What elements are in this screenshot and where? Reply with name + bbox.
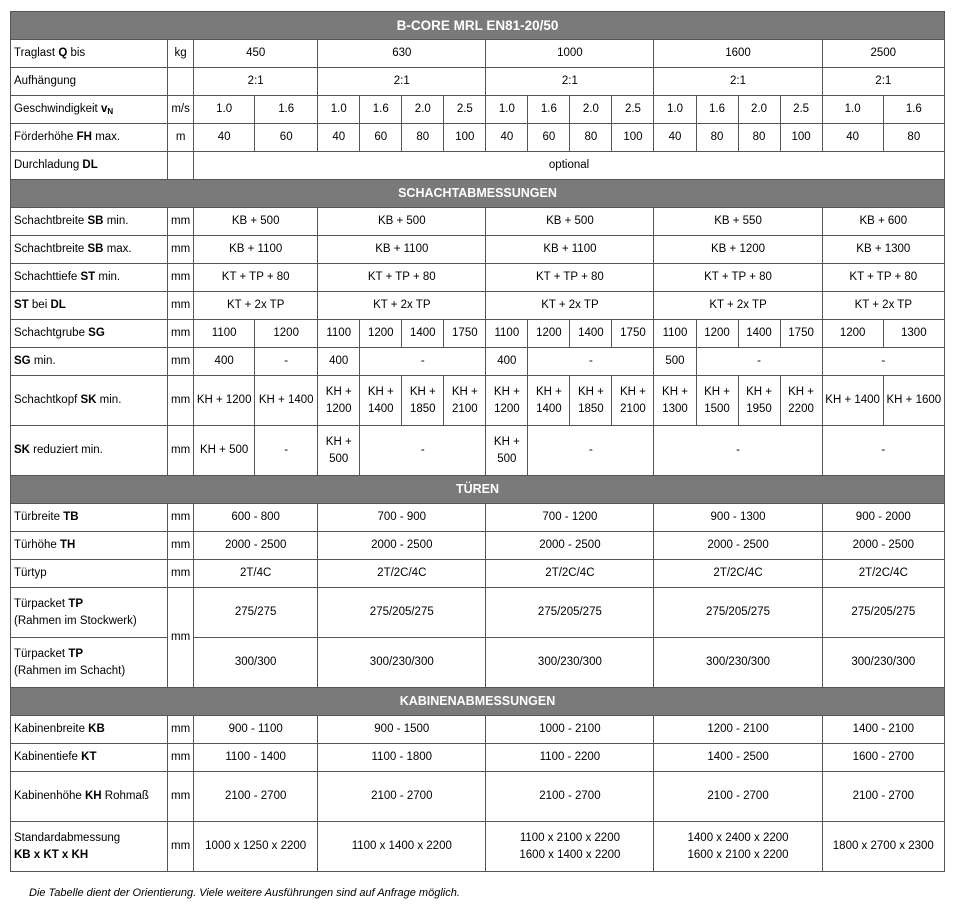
table-cell: KH + 1400 <box>255 376 318 426</box>
table-cell: 1100 - 2200 <box>486 744 654 772</box>
row-label: Kabinenbreite KB <box>11 716 168 744</box>
table-cell: - <box>360 348 486 376</box>
table-cell: 1200 <box>360 320 402 348</box>
table-cell: 275/205/275 <box>654 588 822 638</box>
table-cell: KH + 500 <box>486 426 528 476</box>
table-cell: 450 <box>194 40 318 68</box>
table-cell: KH + 2200 <box>780 376 822 426</box>
row-unit: mm <box>168 588 194 688</box>
table-cell: - <box>528 348 654 376</box>
table-cell: KT + 2x TP <box>822 292 944 320</box>
row-unit: m/s <box>168 96 194 124</box>
table-cell: 40 <box>486 124 528 152</box>
row-label: ST bei DL <box>11 292 168 320</box>
row-label: Kabinentiefe KT <box>11 744 168 772</box>
table-cell: KB + 1300 <box>822 236 944 264</box>
row-label: Schachttiefe ST min. <box>11 264 168 292</box>
table-cell: KT + 2x TP <box>194 292 318 320</box>
row-unit: mm <box>168 264 194 292</box>
table-row <box>11 96 945 124</box>
table-cell: KH + 1300 <box>654 376 696 426</box>
table-cell: 2000 - 2500 <box>654 532 822 560</box>
table-cell: 1.6 <box>696 96 738 124</box>
table-cell: 2100 - 2700 <box>822 772 944 822</box>
table-row <box>11 208 945 236</box>
table-row <box>11 744 945 772</box>
row-unit: mm <box>168 292 194 320</box>
row-label: Kabinenhöhe KH Rohmaß <box>11 772 168 822</box>
table-row <box>11 716 945 744</box>
section-header: KABINENABMESSUNGEN <box>11 688 945 716</box>
table-cell: KB + 1100 <box>318 236 486 264</box>
table-cell: KB + 1100 <box>486 236 654 264</box>
table-cell: 2000 - 2500 <box>486 532 654 560</box>
table-cell: 1400 <box>570 320 612 348</box>
table-cell: KH + 500 <box>318 426 360 476</box>
table-cell: KH + 1400 <box>528 376 570 426</box>
table-cell: KH + 1500 <box>696 376 738 426</box>
table-cell: KT + TP + 80 <box>194 264 318 292</box>
table-cell: 1400 - 2100 <box>822 716 944 744</box>
table-cell: 40 <box>194 124 255 152</box>
row-label: Standardabmessung KB x KT x KH <box>11 822 168 872</box>
table-row <box>11 504 945 532</box>
table-cell: 2000 - 2500 <box>318 532 486 560</box>
table-cell: 300/230/300 <box>822 638 944 688</box>
table-cell: 400 <box>194 348 255 376</box>
table-cell: KT + TP + 80 <box>822 264 944 292</box>
table-cell: 1200 <box>822 320 883 348</box>
table-cell: KT + TP + 80 <box>654 264 822 292</box>
table-cell: 275/205/275 <box>822 588 944 638</box>
table-row <box>11 376 945 426</box>
table-cell: 1.0 <box>318 96 360 124</box>
row-label: Geschwindigkeit $v_N$ <box>11 96 168 124</box>
row-unit: mm <box>168 208 194 236</box>
table-row <box>11 152 945 180</box>
row-unit: mm <box>168 532 194 560</box>
table-cell: KB + 550 <box>654 208 822 236</box>
table-cell: 40 <box>654 124 696 152</box>
table-cell: 2T/2C/4C <box>654 560 822 588</box>
table-cell: 1000 - 2100 <box>486 716 654 744</box>
table-cell: 60 <box>360 124 402 152</box>
table-cell: 80 <box>402 124 444 152</box>
table-cell: - <box>255 348 318 376</box>
table-row <box>11 320 945 348</box>
table-cell: 1600 <box>654 40 822 68</box>
row-unit: mm <box>168 348 194 376</box>
table-cell: 900 - 1100 <box>194 716 318 744</box>
table-cell: 600 - 800 <box>194 504 318 532</box>
table-cell: 1750 <box>780 320 822 348</box>
table-cell: KB + 500 <box>486 208 654 236</box>
table-cell: KH + 1200 <box>318 376 360 426</box>
row-unit: mm <box>168 772 194 822</box>
table-cell: 1400 - 2500 <box>654 744 822 772</box>
table-row <box>11 68 945 96</box>
table-cell: 80 <box>696 124 738 152</box>
table-cell: 40 <box>318 124 360 152</box>
table-cell: 1300 <box>883 320 944 348</box>
table-title: B-CORE MRL EN81-20/50 <box>11 12 945 40</box>
table-cell: 100 <box>612 124 654 152</box>
spec-table <box>10 11 945 872</box>
table-cell: 60 <box>528 124 570 152</box>
table-cell: KH + 2100 <box>444 376 486 426</box>
row-label: Schachtbreite SB max. <box>11 236 168 264</box>
table-cell: 1100 <box>654 320 696 348</box>
row-unit: mm <box>168 744 194 772</box>
row-label: Schachtgrube SG <box>11 320 168 348</box>
table-cell: 1200 <box>528 320 570 348</box>
table-cell: 900 - 1300 <box>654 504 822 532</box>
table-cell: 2500 <box>822 40 944 68</box>
table-cell: 900 - 2000 <box>822 504 944 532</box>
table-cell: 400 <box>318 348 360 376</box>
table-cell: 1.0 <box>194 96 255 124</box>
table-cell: 1.0 <box>486 96 528 124</box>
table-cell: 2:1 <box>486 68 654 96</box>
table-cell: 1.6 <box>528 96 570 124</box>
table-cell: 80 <box>883 124 944 152</box>
table-cell: KT + TP + 80 <box>318 264 486 292</box>
row-unit <box>168 68 194 96</box>
table-cell: 1100 - 1800 <box>318 744 486 772</box>
table-cell: - <box>255 426 318 476</box>
table-cell: 1100 - 1400 <box>194 744 318 772</box>
table-cell: - <box>696 348 822 376</box>
table-cell: KH + 1950 <box>738 376 780 426</box>
table-cell: 60 <box>255 124 318 152</box>
section-header: TÜREN <box>11 476 945 504</box>
table-cell: 300/230/300 <box>654 638 822 688</box>
table-row <box>11 264 945 292</box>
table-cell: 1200 <box>696 320 738 348</box>
table-cell: - <box>822 348 944 376</box>
table-cell: - <box>822 426 944 476</box>
table-cell: 2000 - 2500 <box>822 532 944 560</box>
table-cell: KT + 2x TP <box>486 292 654 320</box>
table-cell: optional <box>194 152 945 180</box>
table-cell: 1750 <box>612 320 654 348</box>
table-row <box>11 292 945 320</box>
table-cell: 1100 <box>194 320 255 348</box>
table-row <box>11 236 945 264</box>
table-cell: KH + 1400 <box>360 376 402 426</box>
table-cell: 300/230/300 <box>486 638 654 688</box>
table-cell: 2:1 <box>654 68 822 96</box>
row-unit: mm <box>168 320 194 348</box>
row-label: Türbreite TB <box>11 504 168 532</box>
row-unit: m <box>168 124 194 152</box>
table-title-row <box>11 12 945 40</box>
section-header-row <box>11 180 945 208</box>
table-cell: KH + 500 <box>194 426 255 476</box>
table-cell: KB + 500 <box>318 208 486 236</box>
table-cell: 80 <box>738 124 780 152</box>
table-cell: 2T/4C <box>194 560 318 588</box>
table-cell: 1.6 <box>255 96 318 124</box>
table-cell: 1400 <box>738 320 780 348</box>
table-cell: 2100 - 2700 <box>194 772 318 822</box>
table-cell: KT + 2x TP <box>318 292 486 320</box>
table-cell: KH + 1200 <box>194 376 255 426</box>
table-cell: KH + 2100 <box>612 376 654 426</box>
table-cell: 300/230/300 <box>318 638 486 688</box>
row-unit: mm <box>168 236 194 264</box>
table-cell: - <box>360 426 486 476</box>
table-cell: 2:1 <box>822 68 944 96</box>
row-unit <box>168 152 194 180</box>
table-cell: KB + 1200 <box>654 236 822 264</box>
table-cell: KH + 1850 <box>402 376 444 426</box>
table-cell: 100 <box>780 124 822 152</box>
table-cell: 300/300 <box>194 638 318 688</box>
row-label: Durchladung DL <box>11 152 168 180</box>
table-cell: 1100 <box>318 320 360 348</box>
row-label: Schachtbreite SB min. <box>11 208 168 236</box>
row-label: SK reduziert min. <box>11 426 168 476</box>
table-cell: 2.5 <box>612 96 654 124</box>
table-cell: 2100 - 2700 <box>486 772 654 822</box>
table-cell: 1000 <box>486 40 654 68</box>
footnote: Die Tabelle dient der Orientierung. Viele weitere Ausführungen sind auf Anfrage möglich. <box>29 887 460 899</box>
table-cell: 1.6 <box>883 96 944 124</box>
table-cell: 700 - 1200 <box>486 504 654 532</box>
table-cell: 1100 x 2100 x 2200 1600 x 1400 x 2200 <box>486 822 654 872</box>
table-cell: 1200 - 2100 <box>654 716 822 744</box>
section-header-row <box>11 688 945 716</box>
table-cell: KH + 1400 <box>822 376 883 426</box>
row-unit: mm <box>168 560 194 588</box>
table-cell: 1000 x 1250 x 2200 <box>194 822 318 872</box>
row-label: Förderhöhe FH max. <box>11 124 168 152</box>
table-row <box>11 532 945 560</box>
row-label: Türpacket TP (Rahmen im Stockwerk) <box>11 588 168 638</box>
table-cell: 2.5 <box>780 96 822 124</box>
table-cell: KT + TP + 80 <box>486 264 654 292</box>
row-label: Türhöhe TH <box>11 532 168 560</box>
table-cell: 1.0 <box>654 96 696 124</box>
table-cell: 1.0 <box>822 96 883 124</box>
table-cell: 2000 - 2500 <box>194 532 318 560</box>
table-cell: 275/275 <box>194 588 318 638</box>
table-cell: 2:1 <box>194 68 318 96</box>
row-unit: mm <box>168 822 194 872</box>
table-cell: 400 <box>486 348 528 376</box>
table-cell: 2.0 <box>402 96 444 124</box>
table-cell: 100 <box>444 124 486 152</box>
table-cell: 500 <box>654 348 696 376</box>
row-label: Türtyp <box>11 560 168 588</box>
table-row <box>11 772 945 822</box>
spec-table-container <box>10 11 945 872</box>
row-unit: mm <box>168 504 194 532</box>
table-cell: 40 <box>822 124 883 152</box>
table-cell: KB + 500 <box>194 208 318 236</box>
table-cell: KT + 2x TP <box>654 292 822 320</box>
table-cell: 700 - 900 <box>318 504 486 532</box>
table-cell: - <box>528 426 654 476</box>
table-cell: 275/205/275 <box>486 588 654 638</box>
table-cell: 1100 <box>486 320 528 348</box>
table-row <box>11 40 945 68</box>
table-cell: 1600 - 2700 <box>822 744 944 772</box>
table-cell: 275/205/275 <box>318 588 486 638</box>
table-cell: KH + 1200 <box>486 376 528 426</box>
table-cell: 2100 - 2700 <box>654 772 822 822</box>
table-cell: KB + 600 <box>822 208 944 236</box>
table-cell: 2.0 <box>570 96 612 124</box>
table-cell: 2100 - 2700 <box>318 772 486 822</box>
table-cell: 1100 x 1400 x 2200 <box>318 822 486 872</box>
table-cell: 2T/2C/4C <box>822 560 944 588</box>
table-cell: 2T/2C/4C <box>318 560 486 588</box>
row-label: SG min. <box>11 348 168 376</box>
table-cell: 1750 <box>444 320 486 348</box>
table-row <box>11 560 945 588</box>
table-cell: 1200 <box>255 320 318 348</box>
table-cell: 1.6 <box>360 96 402 124</box>
table-cell: 2T/2C/4C <box>486 560 654 588</box>
table-row <box>11 588 945 638</box>
table-cell: 900 - 1500 <box>318 716 486 744</box>
table-row <box>11 124 945 152</box>
row-label: Schachtkopf SK min. <box>11 376 168 426</box>
table-cell: 80 <box>570 124 612 152</box>
row-label: Aufhängung <box>11 68 168 96</box>
section-header: SCHACHTABMESSUNGEN <box>11 180 945 208</box>
section-header-row <box>11 476 945 504</box>
table-cell: 1400 x 2400 x 2200 1600 x 2100 x 2200 <box>654 822 822 872</box>
table-cell: KB + 1100 <box>194 236 318 264</box>
table-cell: 630 <box>318 40 486 68</box>
table-cell: 1800 x 2700 x 2300 <box>822 822 944 872</box>
row-unit: mm <box>168 376 194 426</box>
table-cell: KH + 1850 <box>570 376 612 426</box>
table-cell: 2.5 <box>444 96 486 124</box>
row-unit: mm <box>168 716 194 744</box>
row-unit: mm <box>168 426 194 476</box>
row-unit: kg <box>168 40 194 68</box>
row-label: Traglast Q bis <box>11 40 168 68</box>
table-cell: 2:1 <box>318 68 486 96</box>
table-row <box>11 638 945 688</box>
row-label: Türpacket TP (Rahmen im Schacht) <box>11 638 168 688</box>
table-row <box>11 822 945 872</box>
table-cell: 1400 <box>402 320 444 348</box>
table-cell: - <box>654 426 822 476</box>
table-cell: 2.0 <box>738 96 780 124</box>
table-cell: KH + 1600 <box>883 376 944 426</box>
table-row <box>11 426 945 476</box>
table-row <box>11 348 945 376</box>
